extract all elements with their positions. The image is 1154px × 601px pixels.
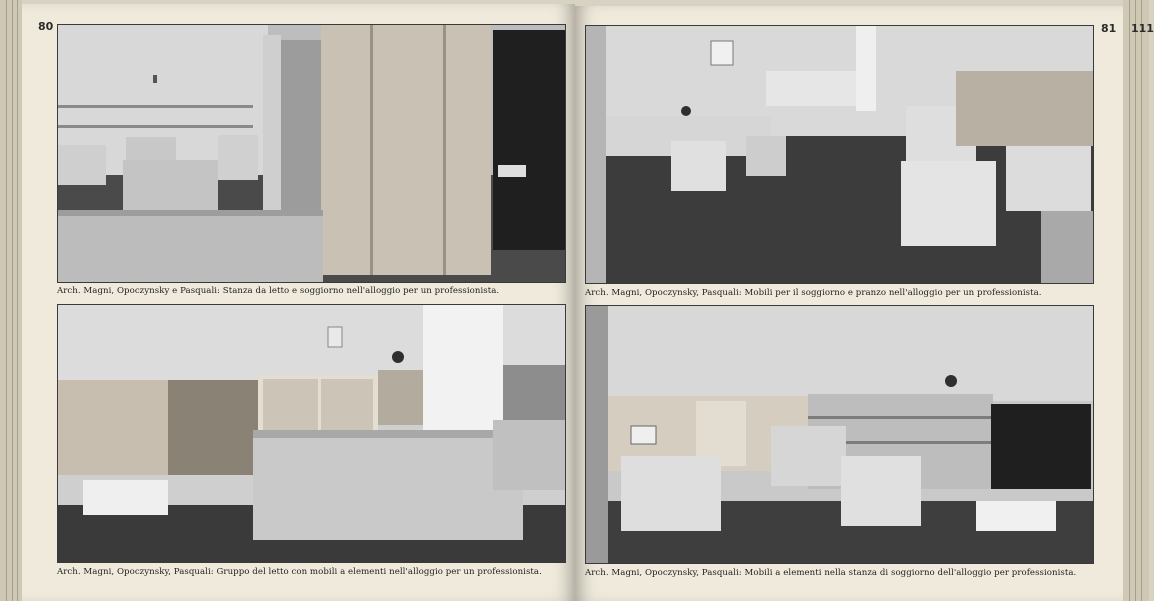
photo-bed-group — [57, 304, 566, 563]
photo-caption: Arch. Magni, Opoczynsky, Pasquali: Mobili a elementi nella stanza di soggiorno dell'alloggio per professionista. — [585, 568, 1077, 578]
page-edge-line — [1135, 0, 1136, 601]
page-number-left: 80 — [38, 20, 54, 33]
page-edge-line — [12, 0, 13, 601]
photo-living-dining-room — [585, 25, 1094, 284]
page-number-right: 81 — [1101, 22, 1117, 35]
photo-caption: Arch. Magni, Opoczynsky e Pasquali: Stanza da letto e soggiorno nell'alloggio per un professionista. — [57, 286, 500, 296]
right-page-edge — [1123, 0, 1149, 601]
page-edge-line — [1141, 0, 1142, 601]
page-number-extra: 111 — [1131, 22, 1154, 35]
page-edge-line — [6, 0, 7, 601]
photo-bedroom-living-room — [57, 24, 566, 283]
photo-modular-living-room — [585, 305, 1094, 564]
photo-caption: Arch. Magni, Opoczynsky, Pasquali: Mobili per il soggiorno e pranzo nell'alloggio per un professionista. — [585, 288, 1042, 298]
photo-caption: Arch. Magni, Opoczynsky, Pasquali: Gruppo del letto con mobili a elementi nell'alloggio per un professionista. — [57, 567, 542, 577]
page-edge-line — [17, 0, 18, 601]
left-page-edge — [0, 0, 22, 601]
page-edge-line — [1129, 0, 1130, 601]
